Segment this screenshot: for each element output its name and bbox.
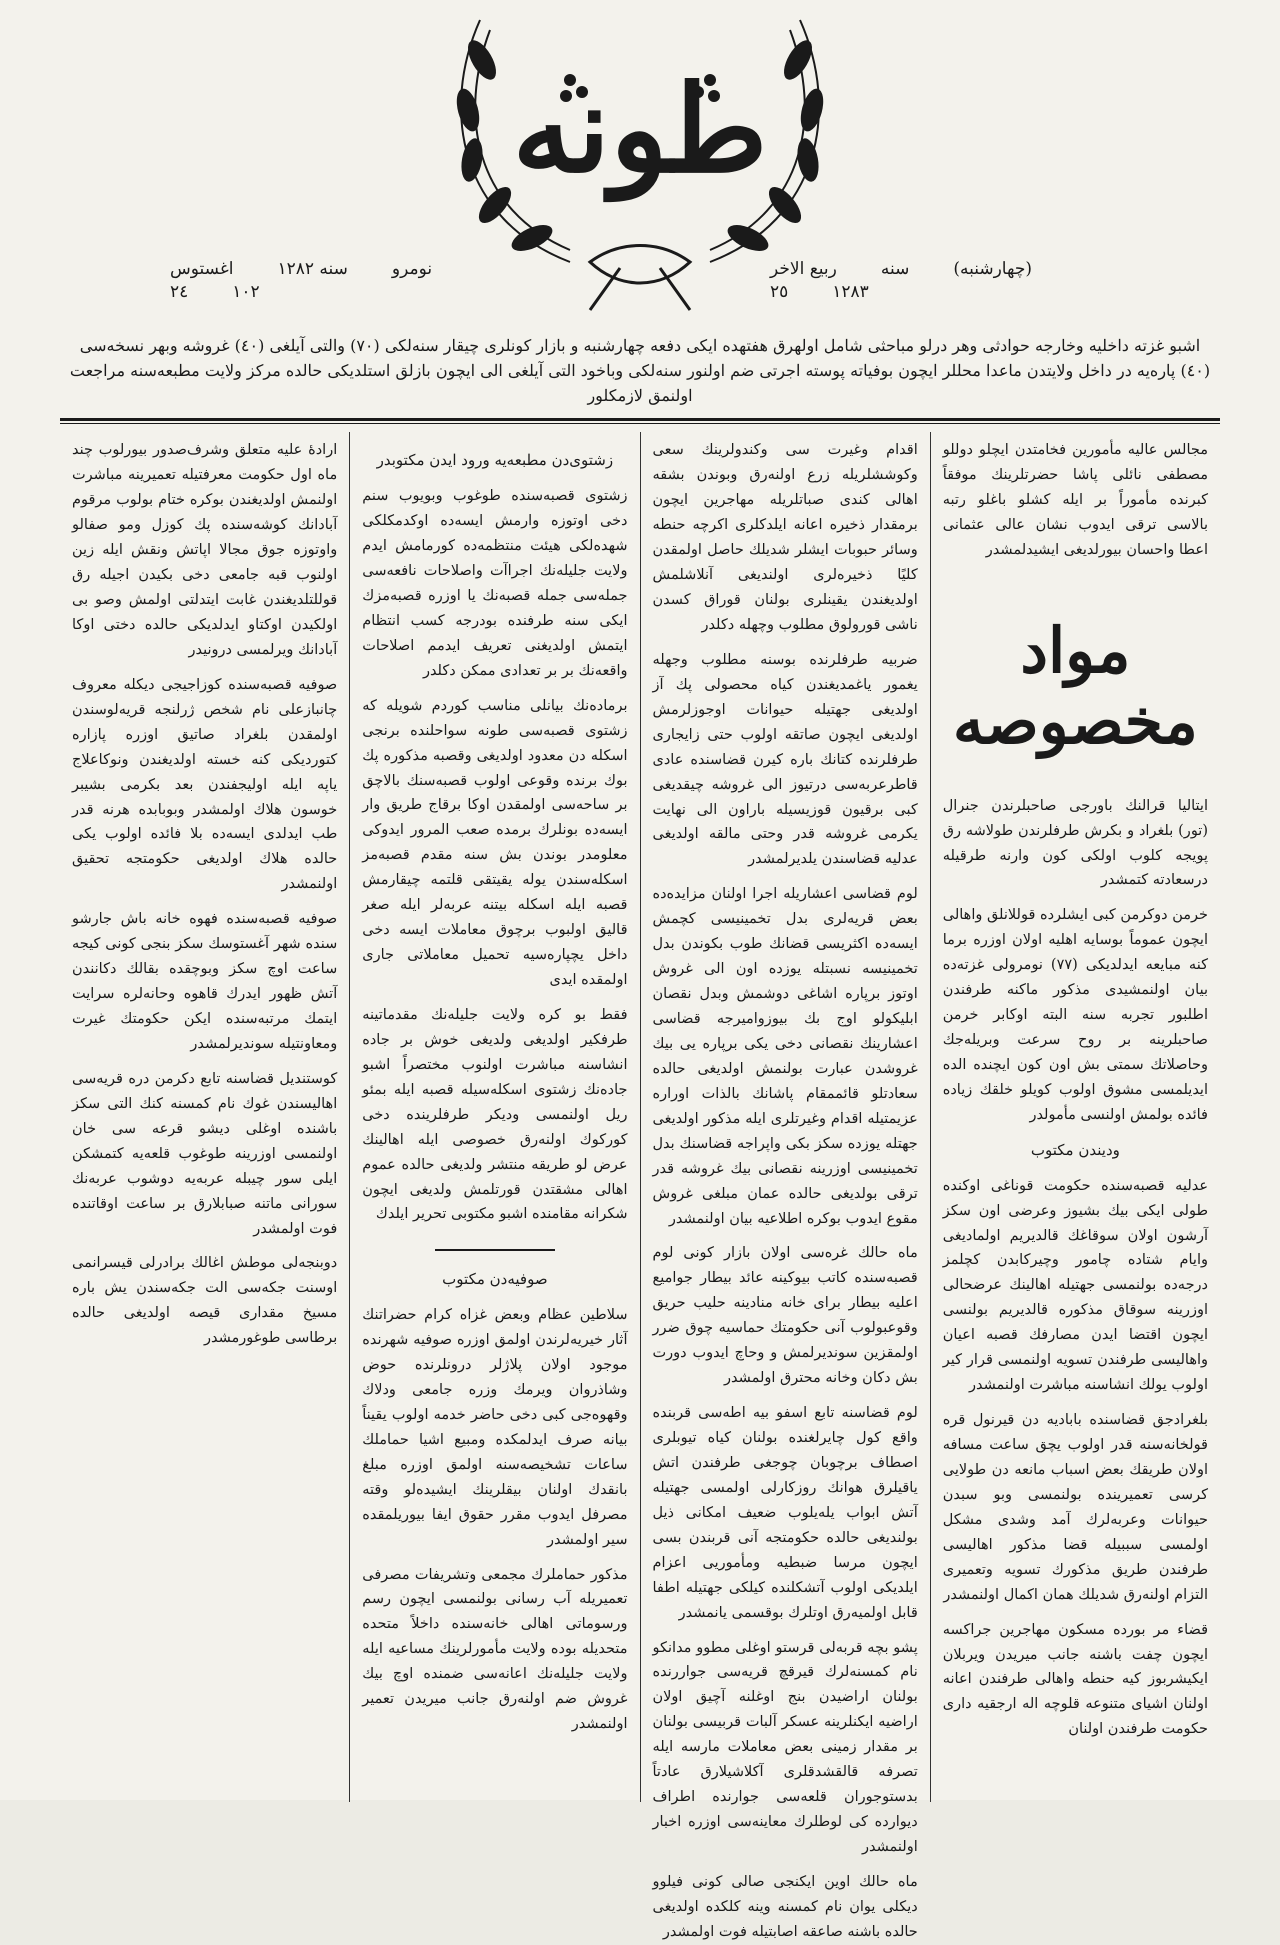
- article-paragraph: مجالس عالیه مأمورین فخامتدن ایچلو دوللو مصطفی نائلی پاشا حضرتلرینك موفقاً كبرنده مأموراً بر ایله كشلو باغلو رتبه بالاسی ترقی ایدوب نشان عالی عثمانی اعطا واحسان بیورلدیغی ایشیدلمشدر: [942, 442, 1208, 559]
- article-paragraph: ماه حالك غره‌سی اولان بازار كونی لوم قصبه‌سنده كاتب بیوكینه عائد بیطار جوامیع اعلیه بیطار برای خانه منادینه حلیب حریق وقوعبولوب آنی حكومتك حماسیه چوق ضرر اولمقزین سوندیرلمش و وحاچ ایدوب دورت بش دكان وخانه محترق اولمشدر: [652, 1245, 918, 1387]
- header-rule-thin: [60, 423, 1220, 424]
- article-paragraph: قضاء مر بورده مسكون مهاجرین جراكسه ایچون چفت باشنه جانب میریدن ویربلان ایكیشربوز كیه حنطه واهالی طرفندن اعانه اولنان اشیای متنوعه قلوچه اله ارجقیه داری حكومت طرفندن اولنان: [942, 1621, 1208, 1738]
- day-number: ٢٤: [170, 281, 189, 302]
- year-label: سنه ١٢٨٢: [277, 259, 348, 279]
- article-paragraph: صوفیه قصبه‌سنده فهوه خانه باش جارشو سنده شهر آغستوسك سكز بنجی كونی كیجه ساعت اوچ سكز وبوچقده بقالك دكانندن آتش ظهور ایدرك قاهوه وحانه‌لره سرایت ایتمك مرتبه‌سنده ایكن حكومتك غیرت ومعاونتیله سوندیرلمشدر: [72, 911, 338, 1052]
- article-paragraph: لوم قضاسنه تابع اسفو بیه اطه‌سی قربنده واقع كول چایرلغنده بولنان كیاه تیوبلری اصطاف برچوبان چوجغی طرفندن اتش یاقیلرق هوانك روزكارلی اولمسی جهتیله آتش ابواب یله‌یلوب ضعیف امكانی ذیل بولندیغی حالده حكومتجه آنی قربندن بسی ایچون مرسا ضبطیه ومأموریی اعزام ایلدیكی اولوب آتشكلنده كیلكی جهتیله اطفا قابل اولمیه‌رق اوتلرك بوقسمی یانمشدر: [652, 1405, 918, 1621]
- article-paragraph: صوفیه قصبه‌سنده كوزاجیجی دیكله معروف چانبازعلی نام شخص ژرلنجه قریه‌لوسندن اولمقدن بلغراد صاتیق اوزره پازاره كتوردیكی كنه خسته اولدیغندن ونوكاعلاج یاپه ایله اولیجفندن بعد بكرمی بشیبر خوسون هلاك اولمشدر وبوبابده هرنه قدر طب ایدلدی ایسه‌ده بلا فائده اولوب یكی حالده هلاك اولدیغی حكومتجه تحقیق اولنمشدر: [72, 676, 338, 893]
- article-subhead: ودیندن مكتوب: [1030, 1140, 1120, 1159]
- section-title: مواد مخصوصه: [952, 614, 1198, 759]
- article-paragraph: لوم قضاسی اعشاریله اجرا اولنان مزایده‌ده بعض قریه‌لری بدل تخمینیسی كچمش ایسه‌ده اكثریسی قضانك طوب بكوندن بدل تخمینیسه نسبتله یوزده اون الی غروش اوتوز برپاره اشاغی دوشمش وبدل نقصان ابلیكولو اوج بك بیوزوامیرجه قضاسی اعشارینك نقصانی دخی یكی برپاره یی بیك غروشدن عبارت بولنمش اولدیغی حالده سعادتلو قائممقام پاشانك بالذات اوراره عزیمتیله اقدام وغیرتلری ایله مذكور اولدیغی جهتله یوزده سكز بكی واپراجه قضاسنك بدل تخمینیسی اوزرینه نقصانی بیك غروشه قدر ترقی بولدیغی حالده عمان مبلغی غروش مقوع ایدوب بوكره اطلاعیه بیان اولنمشدر: [652, 886, 918, 1227]
- article-paragraph: دوبنجه‌لی موطش اغالك برادرلی قیسرانمی اوسنت جكه‌سی الت جكه‌سندن یش باره مسیخ مقداری قیصه اولدیغی حالده برطاسی طوغورمشدر: [72, 1255, 338, 1347]
- article-paragraph: مذكور حماملرك مجمعی وتشریفات مصرفی تعمیریله آب رسانی بولنمسی ایچون رسم ورسوماتی اهالی خانه‌سنده داخلاً متحده‌ متحدیله بوده ولایت مأمورلرینك مساعیه ایله ولایت جلیله‌نك اعانه‌سی ضمنده اوچ بیك غروش ضم اولنه‌رق جانب میریدن تعمیر اولنمشدر: [362, 1566, 628, 1733]
- article-heading: زشتوی‌دن مطبعه‌یه ورود ایدن مكتوبدر: [376, 451, 614, 470]
- issue-number-label: نومرو: [391, 259, 433, 279]
- header-rule: [60, 418, 1220, 421]
- column-2: [641, 432, 931, 1940]
- column-1: [931, 432, 1220, 1802]
- article-paragraph: زشتوی قصبه‌سنده طوغوب وبویوب سنم دخی اوتوزه وارمش ایسه‌ده اوكدمكلكی شهده‌لكی هیئت منتظمه‌ده كورمامش ایدم ولایت جلیله‌نك اجراآت واصلاحات نافعه‌سی جمله‌سی جمله قصبه‌نك یا اوزره قصبه‌مزك ایكی سنه طرفنده بودرجه كسب انتظام ایتمش اولدیغنی تعریف ایدمم اصلاحات واقعه‌نك بر بر تعدادی ممكن دكلدر: [362, 488, 628, 679]
- hijri-date: [770, 258, 1110, 304]
- article-columns: [60, 432, 1220, 1940]
- hijri-year-label: سنه: [880, 259, 910, 279]
- article-separator: [435, 1249, 554, 1251]
- article-paragraph: بلغرادجق قضاسنده بابادیه دن قیرنول قره قولخانه‌سنه قدر اولوب یچق ساعت مسافه اولان طریقك بعض اسباب مانعه‌ دن طولایی كرسی تعمیرینده بولنمسی وبو سبدن حیوانات وعربه‌لرك آمد وشدی مشكل اولمسی سببیله قضا مذكور اهالیسی طرفندن طریق مذكورك تسویه وتعمیری التزام اولنه‌رق شدیلك همان اكمال اولنمشدر: [942, 1412, 1208, 1603]
- article-subhead: صوفیه‌دن مكتوب: [442, 1270, 548, 1289]
- column-3: [350, 432, 640, 1802]
- newspaper-title: طونه: [512, 59, 768, 200]
- hijri-year: ١٢٨٣: [832, 281, 869, 302]
- article-paragraph: برماده‌نك بیانلی مناسب كوردم شویله كه زشتوی قصبه‌سی طونه سواحلنده برنجی اسكله دن معدود اولدیغی وقصبه مذكوره پك بوك برنده وقوعی اولوب قصبه‌سنك بالاچق بر ساحه‌سی اولمقدن اوكا برقاج طریق وار ایسه‌ده بونلرك برمده صعب المرور ایدوكی معلومدر بوندن بش سنه مقدم قصبه‌مز اسكله‌سندن یوله یقیتقی قلتمه چیقارمش قصبه ایله اسكله بیتنه عربه‌لر ایله صغر قالیق اولبوب برچوق معاملات ایسه دخی داخل یچپاره‌سیه تحمیل معاملاتی جاری اولمقده ایدی: [362, 697, 628, 988]
- article-paragraph: ماه حالك اوین ایكنجی صالی كونی فیلوو دیكلی یوان نام كمسنه وینه كلكده اولدیغی حالده باشنه صاعقه اصابتیله فوت اولمشدر: [652, 1873, 918, 1940]
- article-paragraph: خرمن دوكرمن كبی ایشلرده قوللانلق واهالی ایچون عموماً بوسایه اهلیه اولان اوزره برما كنه مبایعه ایدلدیكی (٧٧) نومرولی غزته‌ده بیان اولنمشیدی مذكور ماكنه طرفندن اطلبور تجربه سنه البته اوكابر خرمن صاحبلرینه بر روح سرعت وبریله‌جك وحاصلاتك سمتی بش اون كون ایچنده الده ایدیلمسی مشوق اولوب كویلو خلقك زیاده فائده بولمش اولنسی مأمولدر: [942, 907, 1208, 1123]
- article-paragraph: ضربیه طرفلرنده بوسنه مطلوب وجهله یغمور یاغمدیغندن كیاه محصولی پك آز اولدیغی جهتیله حیوانات اوجوزلرمش اولدیغی ایچون صاتقه اولوب حتی زایجاری طرفلرنده كتانك باره كیرن قضاسنده عادی قاطرعربه‌سی درتیوز الی غروشه چیقدیغی كبی برقیون قوزیسیله باراون الی نهایت یكرمی غروشه قدر وحتی مالقه اولدیغی عدلیه قضاسندن یلدیرلمشدر: [652, 651, 918, 868]
- article-paragraph: ارادهٔ علیه متعلق وشرف‌صدور بیورلوب چند ماه اول حكومت معرفتیله تعمیرینه مباشرت اولنمش اولدیغندن بوكره ختام بولوب مرقوم آبادانك كوشه‌سنده پك كوزل ومو صفالو واوتوزه جوق مجالا اپاتش ونقش ایله زین اولنوب قبه جامعی دخی بكیدن اجیله رق قوللتلدیغندن غابت ایتدلتی اولمش وصو بی اولكیدن اوكتاو ایدلدیكی حالده دختی اوكا آبادانك ویرلمسی درونیدر: [72, 442, 338, 658]
- issue-number: ١٠٢: [232, 281, 260, 302]
- hijri-day: ٢٥: [770, 281, 789, 302]
- weekday-label: (چهارشنبه): [953, 259, 1032, 279]
- masthead: [60, 0, 1220, 320]
- hijri-month-label: ربيع الاخر: [770, 259, 837, 279]
- subscription-notice: اشبو غزته داخليه وخارجه حوادثی وهر درلو مباحثی شامل اولهرق هفتهده ایكی دفعه چهارشنبه و بازار كونلری چیقار سنه‌لكی (٧٠) والتی آیلغی (٤٠) غروشه وبهر نسخه‌سی (٤٠) پاره‌یه در داخل ولایتدن ماعدا محللر ایچون بوفیاته پوسته اجرتی ضم اولنور سنه‌لكی وباخود التی آیلغی الی ایچون بازلق استلدیكی حالده مركز ولایت مطبعه‌سنه مراجعت اولنمق لازمكلور: [69, 336, 1211, 405]
- article-paragraph: پشو بچه قربه‌لی قرستو اوغلی مطوو مدانكو نام كمسنه‌لرك قیرقچ قریه‌سی جواررنده بولنان اراضیدن بنج اوغلنه آچیق اولان اراضیه ایكنلرینه عسكر آلبات قربیسی بولنان بر مقدار زمینی بعض معاملات مارسه ایله تصرفه قالقشدقلری آكلاشیلارق عادتاً بدستوجوران قلعه‌سی جوارنده اطراف دیوارده كی لوطلرك معاینه‌سی اوزره اخبار اولنمشدر: [652, 1639, 918, 1856]
- article-paragraph: ایتالیا قرالنك باورجی صاحبلرندن جنرال (تور) بلغراد و بكرش طرفلرندن طولاشه رق پویجه كلوب اولكی كون وارنه طرقیله درسعادته كتمشدر: [942, 797, 1208, 889]
- article-paragraph: سلاطین عظام وبعض غزاه كرام حضراتنك آثار خیریه‌لرندن اولمق اوزره صوفیه شهرنده موجود اولان پلاژلر درونلرنده حوض وشاذروان ویرمك وزره جامعی ودلاك وقهوه‌جی كبی دخی حاضر خدمه اولوب یقیناً بیانه صرف ایدلمكده ومبیع اشیا حماملك ساعات تشخیصه‌سنه اولمق اوزره مبلغ بانقدك اولنان بیقلرینك ایشیده‌لو وقته مصرفل ایدوب مقرر حقوق ایفا بیوریلمقده سیر اولمشدر: [362, 1307, 628, 1548]
- month-label: اغستوس: [170, 259, 234, 279]
- column-4: [60, 432, 350, 1802]
- article-paragraph: اقدام وغیرت سی وكندولرینك سعی وكوششلریله زرع اولنه‌رق وبوندن بشقه اهالی كندی صباتلریله مهاجرین ایچون برمقدار ذخیره اعانه ایلدكلری اكرچه حنطه وسائر حبوبات ایشلر شدیلك حاصل اولمقدن كلیًا ذخیره‌لری اولندیغی آنلاشلمش اولدیغندن یقینلری بولنان قوراق كسدن ناشی قورولوق مطلوب وچهله دكلدر: [652, 442, 918, 633]
- article-paragraph: كوستندیل قضاسنه تابع دكرمن دره قریه‌سی اهالیسندن غوك نام كمسنه كنك التی سكز باشنده اوغلی دیشو قرعه سی خان اولنمسی اوزرینه طوغوب قلعه‌یه كتمشكن ایلی سور چیبله عربه‌یه دوشوب عربه‌نك سورانی ماتنه صبابلارق بر ساعت اوقاتنده فوت اولمشدر: [72, 1070, 338, 1237]
- article-paragraph: فقط بو كره ولایت جلیله‌نك مقدماتینه طرفكیر اولدیغی ولدیغی خوش بر جاده انشاسنه مباشرت اولنوب مختصراً اشبو جاده‌نك زشتوی اسكله‌سیله قصبه ایله بمئو ریل اولنمسی ودیكر طرفلرینده دخی كوركوك اولنه‌رق خصوصی ایله اهالینك عرض لو طریقه منتشر ولدیغی حالده عموم اهالی مشقتدن قورتلمش ولدیغی ایچون شكرانه مقامنده اشبو مكتوبی تحریر ایلدك: [362, 1006, 628, 1223]
- article-paragraph: عدلیه قصبه‌سنده حكومت قوناغی اوكنده طولی ایكی بیك بشیوز وعرضی اون سكز آرشون اولان سوقاغك قالدیریم اولمادیغی وایام شتاده چامور وچیركابدن كچلمز درجه‌ده بولنمسی جهتیله اهالینك عرضحالی اوزرینه سوقاق مذكوره قالدیریم بولنسی ایچون اقتضا ایدن مصارفك قصبه اعیان واهالیسی طرفندن تسویه اولنمسی قرار كیر اولوب یولك انشاسنه مباشرت اولنمشدر: [942, 1177, 1208, 1394]
- issue-info: [170, 258, 510, 304]
